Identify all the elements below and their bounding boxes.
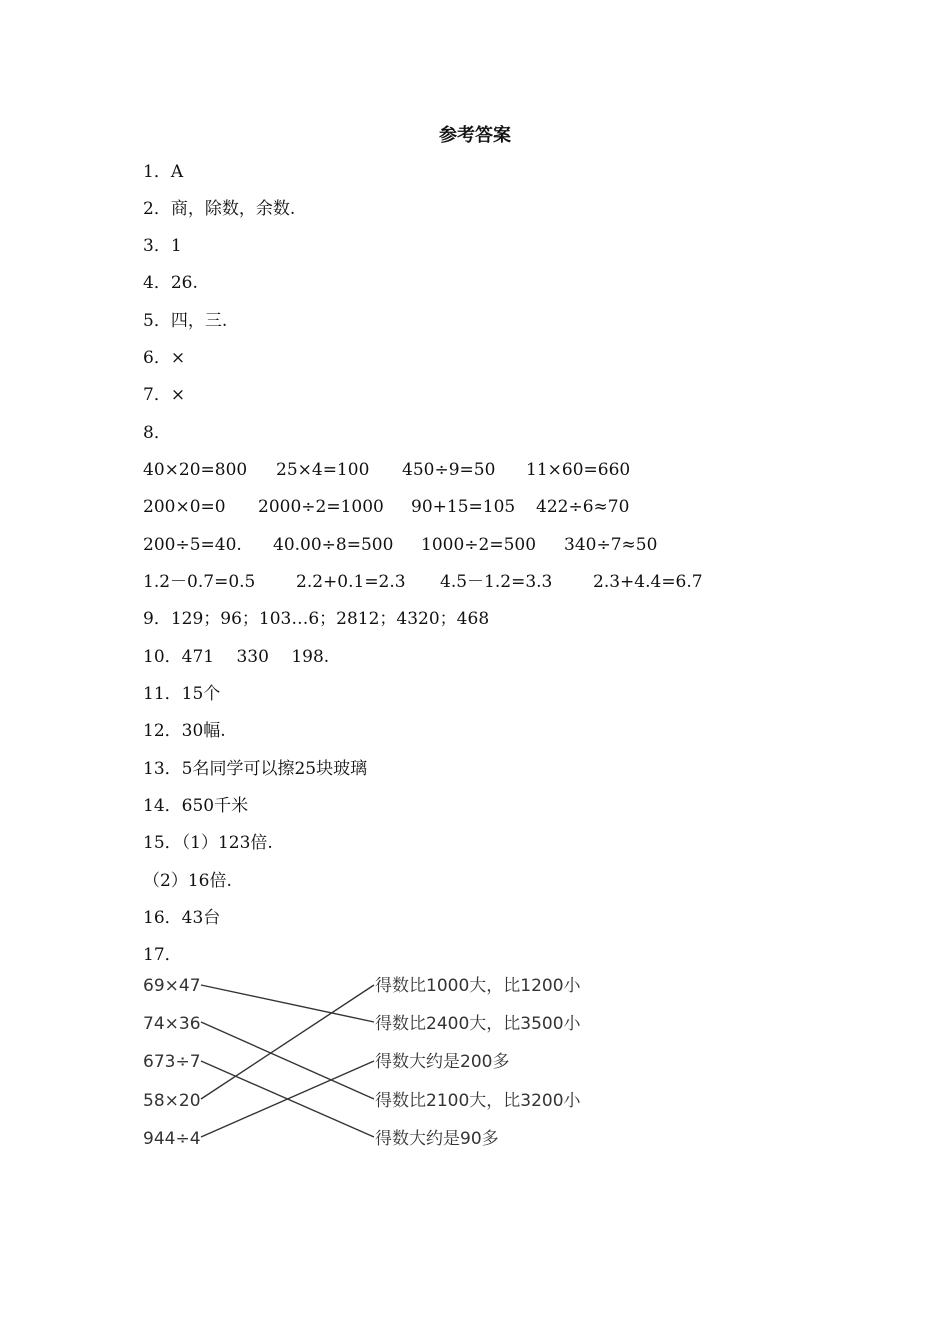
left-expression: 69×47: [143, 976, 201, 996]
calc-cell: 40.00÷8=500: [273, 535, 394, 555]
answer-12: 12．30幅.: [143, 721, 226, 741]
calc-cell: 200×0=0: [143, 497, 226, 517]
connector-line: [201, 985, 374, 1022]
answer-2: 2．商，除数，余数.: [143, 199, 296, 219]
left-expressions: [143, 976, 201, 1149]
answer-7: 7．×: [143, 385, 186, 405]
connector-line: [201, 1022, 374, 1099]
left-expression: 673÷7: [143, 1052, 201, 1072]
answer-6: 6．×: [143, 348, 186, 368]
right-description: 得数比2100大，比3200小: [375, 1091, 581, 1111]
calc-cell: 2000÷2=1000: [258, 497, 384, 517]
answer-13: 13．5名同学可以擦25块玻璃: [143, 759, 368, 779]
connector-lines: [201, 985, 374, 1137]
answer-9: 9．129；96；103…6；2812；4320；468: [143, 609, 490, 629]
left-expression: 944÷4: [143, 1129, 201, 1149]
calc-cell: 90+15=105: [411, 497, 516, 517]
calc-cell: 340÷7≈50: [564, 535, 658, 555]
answer-1: 1．A: [143, 162, 184, 182]
calc-cell: 11×60=660: [526, 460, 631, 480]
calc-cell: 200÷5=40.: [143, 535, 242, 555]
calc-cell: 2.3+4.4=6.7: [593, 572, 703, 592]
calc-cell: 2.2+0.1=2.3: [296, 572, 406, 592]
left-expression: 58×20: [143, 1091, 201, 1111]
calc-cell: 422÷6≈70: [536, 497, 630, 517]
calc-cell: 1.2－0.7=0.5: [143, 572, 256, 592]
calc-cell: 4.5－1.2=3.3: [440, 572, 553, 592]
right-descriptions: [375, 976, 582, 1149]
page-title: 参考答案: [439, 125, 511, 146]
answer-5: 5．四，三.: [143, 311, 228, 331]
calc-cell: 450÷9=50: [402, 460, 496, 480]
answer-8: 8．: [143, 423, 171, 443]
answer-10: 10．471 330 198.: [143, 647, 330, 667]
answer-15-part2: （2）16倍.: [143, 871, 232, 891]
answer-14: 14．650千米: [143, 796, 249, 816]
left-expression: 74×36: [143, 1014, 201, 1034]
answer-17: 17．: [143, 945, 182, 965]
answer-11: 11．15个: [143, 684, 221, 704]
calc-cell: 25×4=100: [276, 460, 370, 480]
right-description: 得数大约是90多: [375, 1129, 499, 1149]
answer-15-part1: 15．（1）123倍.: [143, 833, 273, 853]
answer-16: 16．43台: [143, 908, 221, 928]
answer-4: 4．26.: [143, 273, 198, 293]
calc-cell: 1000÷2=500: [421, 535, 537, 555]
right-description: 得数比2400大，比3500小: [375, 1014, 581, 1034]
connector-line: [201, 985, 374, 1099]
answer-3: 3．1: [143, 236, 182, 256]
right-description: 得数比1000大，比1200小: [375, 976, 581, 996]
calc-cell: 40×20=800: [143, 460, 248, 480]
right-description: 得数大约是200多: [375, 1052, 510, 1072]
